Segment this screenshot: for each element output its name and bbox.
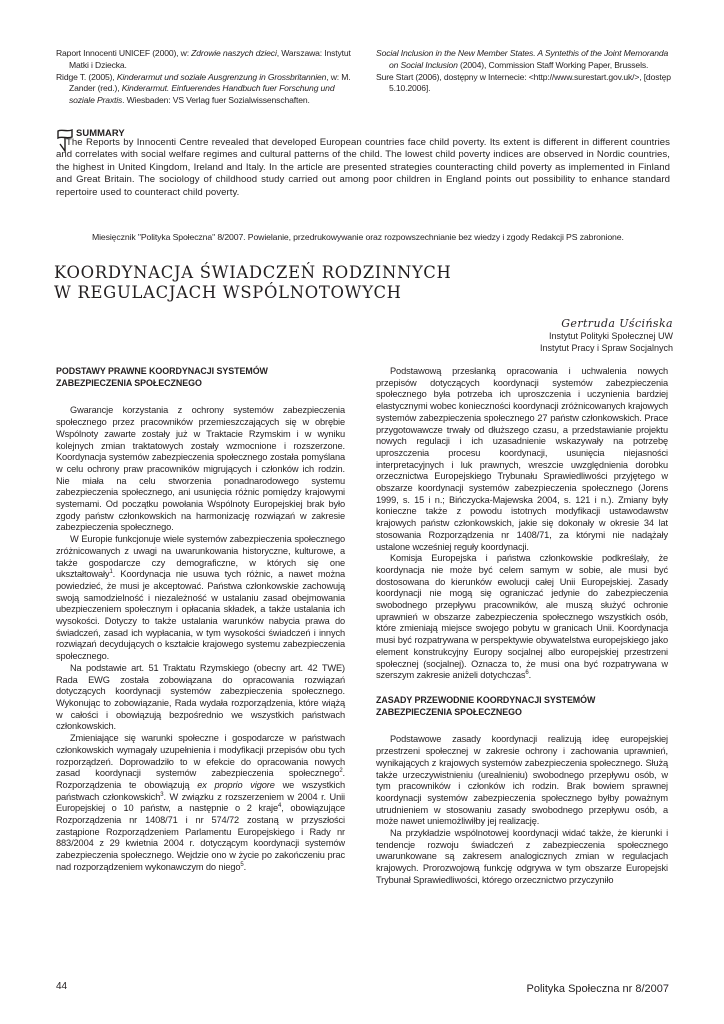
body-column-left (56, 366, 345, 874)
paragraph: Komisja Europejska i państwa członkowskie podkreślały, że koordynacja nie może być celem samym w sobie, ale musi być dostosowana do kierunków ewolucji całej Unii Europejskiej. Zasady koordynacji nie mogą się ograniczać jedynie do zabezpieczenia swobodnego przepływu pracowników, ale muszą służyć ochronie uprawnień w obszarze zabezpieczenia społecznego wszystkich osób, które zmieniają miejsce swojego pobytu w granicach Unii. Koordynacja musi być rozpatrywana w perspektywie obywatelstwa europejskiego jako element konstrukcyjny Europy socjalnej albo europejskiej przestrzeni społecznej (socjalnej). Oznacza to, że musi ona być rozpatrywana w szerszym zakresie aniżeli dotychczas$^6$. (376, 553, 668, 681)
references-left (56, 48, 356, 107)
paragraph: Na przykładzie wspólnotowej koordynacji widać także, że kierunki i tendencje rozwoju świadczeń z zabezpieczenia społecznego uwarunkowane są zakresem analogicznych zmian w regulacjach krajowych. Prorozwojową funkcję odgrywa w tym obszarze Europejski Trybunał Sprawiedliwości, którego orzecznictwo przyczyniło (376, 828, 668, 885)
affiliation: Instytut Pracy i Spraw Socjalnych (539, 342, 673, 353)
footnote-ref: 2 (339, 768, 343, 775)
footnote-ref: 1 (109, 569, 113, 576)
reference-item: Sure Start (2006), dostępny w Internecie: <http://www.surestart.gov.uk/>, [dostęp 5.10.2006]. (376, 71, 671, 94)
author-name: Gertruda Uścińska (561, 317, 673, 330)
summary-flag-icon (56, 128, 74, 154)
reference-item: Raport Innocenti UNICEF (2000), w: Zdrowie naszych dzieci, Warszawa: Instytut Matki i Dziecka. (56, 48, 351, 70)
article-title-line: KOORDYNACJA ŚWIADCZEŃ RODZINNYCH (54, 263, 452, 282)
affiliation: Instytut Polityki Społecznej UW (548, 331, 673, 341)
summary-title: SUMMARY (76, 127, 125, 138)
footnote-ref: 6 (525, 670, 529, 677)
paragraph: W Europie funkcjonuje wiele systemów zabezpieczenia społecznego zróżnicowanych z uwagi na uwarunkowania historyczne, kulturowe, a także gospodarcze czy demograficzne, w których się one ukształtowały$^1$. Koordynacja nie usuwa tych różnic, a nawet można powiedzieć, że musi je akceptować. Państwa członkowskie zachowują swoją samodzielność i niezależność w ustalaniu zasad obejmowania ubezpieczeniem społecznym i opłacania składek, a także ustalania ich wysokości. Dotyczy to także ustalania warunków nabycia prawa do świadczeń, zasad ich wypłacania, w tym wysokości świadczeń i innych rozwiązań decydujących o kształcie krajowego systemu zabezpieczenia społecznego. (56, 534, 345, 662)
section-heading: ZASADY PRZEWODNIE KOORDYNACJI SYSTEMÓW ZABEZPIECZENIA SPOŁECZNEGO (376, 694, 596, 717)
footnote-ref: 3 (160, 791, 164, 798)
footnote-ref: 4 (277, 803, 282, 810)
paragraph: Podstawowe zasady koordynacji realizują ideę europejskiej przestrzeni społecznej w zakresie ochrony i zachowania uprawnień, wynikających z krajowych systemów zabezpieczenia społecznego. Służą także urzeczywistnieniu (urealnieniu) swobodnego przepływu osób, w tym pracowników i członków ich rodzin. Brak bowiem sprawnej koordynacji systemów zabezpieczenia społecznego byłby poważnym utrudnieniem w stosowaniu zasady swobodnego przepływu osób, a może nawet uniemożliwiłby jej realizację. (376, 734, 668, 827)
copyright-notice: Miesięcznik "Polityka Społeczna" 8/2007. Powielanie, przedrukowywanie oraz rozpowszechnianie bez wiedzy i zgody Redakcji PS zabronione. (92, 232, 624, 242)
journal-name: Polityka Społeczna nr 8/2007 (526, 983, 669, 995)
paragraph: Gwarancje korzystania z ochrony systemów zabezpieczenia społecznego przez pracowników przemieszczających się w obrębie Wspólnoty zawarte zostały już w Traktacie Rzymskim i w wyniku kolejnych zmian traktatowych zostały wzmocnione i rozszerzone. Koordynacja systemów zabezpieczenia społecznego została pomyślana w celu ochrony praw pracowników migrujących i członków ich rodzin. Nie miała na celu stworzenia ponadnarodowego systemu zabezpieczenia społecznego, ani usunięcia różnic pomiędzy krajowymi systemami. Od początku powołania Wspólnoty Europejskiej brak było zgody państw członkowskich na harmonizację rozwiązań w zakresie zabezpieczenia społecznego. (56, 405, 345, 533)
reference-item: Social Inclusion in the New Member States. A Syntethis of the Joint Memoranda on Social Inclusion (2004), Commission Staff Working Paper, Brussels. (376, 48, 669, 70)
paragraph: Zmieniające się warunki społeczne i gospodarcze w państwach członkowskich wymagały uzupełnienia i modyfikacji przepisów obu tych rozporządzeń. Doprowadziło to w efekcie do opracowania nowych zasad koordynacji systemów zabezpieczenia społecznego$^2$. Rozporządzenia te obowiązują ex proprio vigore we wszystkich państwach członkowskich$^3$. W związku z rozszerzeniem w 2004 r. Unii Europejskiej o 10 państw, a następnie o 2 kraje$^4$, obowiązujące Rozporządzenia nr 1408/71 i nr 574/72 zostaną w przyszłości zastąpione Rozporządzeniem Parlamentu Europejskiego i Rady nr 883/2004 z 29 kwietnia 2004 r. dotyczącym koordynacji systemów zabezpieczenia społecznego. Wejdzie ono w życie po zakończeniu prac nad rozporządzeniem wykonawczym do niego$^5$. (56, 733, 346, 872)
article-title-line: W REGULACJACH WSPÓLNOTOWYCH (54, 282, 402, 302)
author-affiliations (540, 331, 673, 354)
summary-text: The Reports by Innocenti Centre revealed that developed European countries face child poverty. Its extent is different in different countries and correlates with social welfare regimes and cultural patterns of the child. The lowest child poverty indices are observed in Nordic countries, the highest in United Kingdom, Ireland and Italy. In the article are presented strategies counteracting child poverty as implemented in Finland and Great Britain. The sociology of childhood study carried out among poor children in England points out possibility to enhance standard repertoire used to counteract child poverty. (56, 137, 670, 198)
footnote-ref: 5 (240, 861, 244, 868)
paragraph: Na podstawie art. 51 Traktatu Rzymskiego (obecny art. 42 TWE) Rada EWG została zobowiązana do opracowania rozwiązań dotyczących koordynacji systemów zabezpieczenia społecznego. Wykonując to zobowiązanie, Rada wydała rozporządzenia, które wiążą w całości i obowiązują bezpośrednio we wszystkich państwach członkowskich. (56, 662, 345, 732)
article-title (54, 263, 654, 302)
paragraph: Podstawową przesłanką opracowania i uchwalenia nowych przepisów dotyczących koordynacji systemów zabezpieczenia społecznego była potrzeba ich uproszczenia i uczynienia bardziej elastycznymi wobec konieczności koordynacji zróżnicowanych krajowych systemów zabezpieczenia społecznego 27 państw członkowskich. Prace przygotowawcze trwały od dłuższego czasu, a przedstawianie projektu nowych regulacji i ich uzasadnienie wskazywały na potrzebę uproszczenia procesu koordynacji, usunięcia niejasności interpretacyjnych i luk prawnych, wreszcie uwzględnienia dorobku orzecznictwa Europejskiego Trybunału Sprawiedliwości przyjętego w obszarze koordynacji systemów zabezpieczenia społecznego (Jorens 1999, s. 15 i n.; Bińczycka-Majewska 2004, s. 121 i n.). Zmiany były konieczne także z powodu istotnych modyfikacji ustawodawstw krajowych państw członkowskich, jakie się dokonały w okresie 34 lat stosowania Rozporządzenia nr 1408/71, za którymi nie nadążały ustalone wcześniej reguły koordynacji. (376, 366, 668, 552)
section-heading: PODSTAWY PRAWNE KOORDYNACJI SYSTEMÓW ZABEZPIECZENIA SPOŁECZNEGO (56, 366, 268, 388)
references-right (376, 48, 676, 95)
body-column-right (376, 366, 668, 887)
summary-section (56, 124, 670, 199)
page-number: 44 (56, 981, 68, 992)
reference-item: Ridge T. (2005), Kinderarmut und soziale Ausgrenzung in Grossbritannien, w: M. Zander (red.), Kinderarmut. Einfuerendes Handbuch fuer Forschung und soziale Praxtis. Wiesbaden: VS Verlag fuer Sozialwissenschaften. (56, 71, 351, 106)
